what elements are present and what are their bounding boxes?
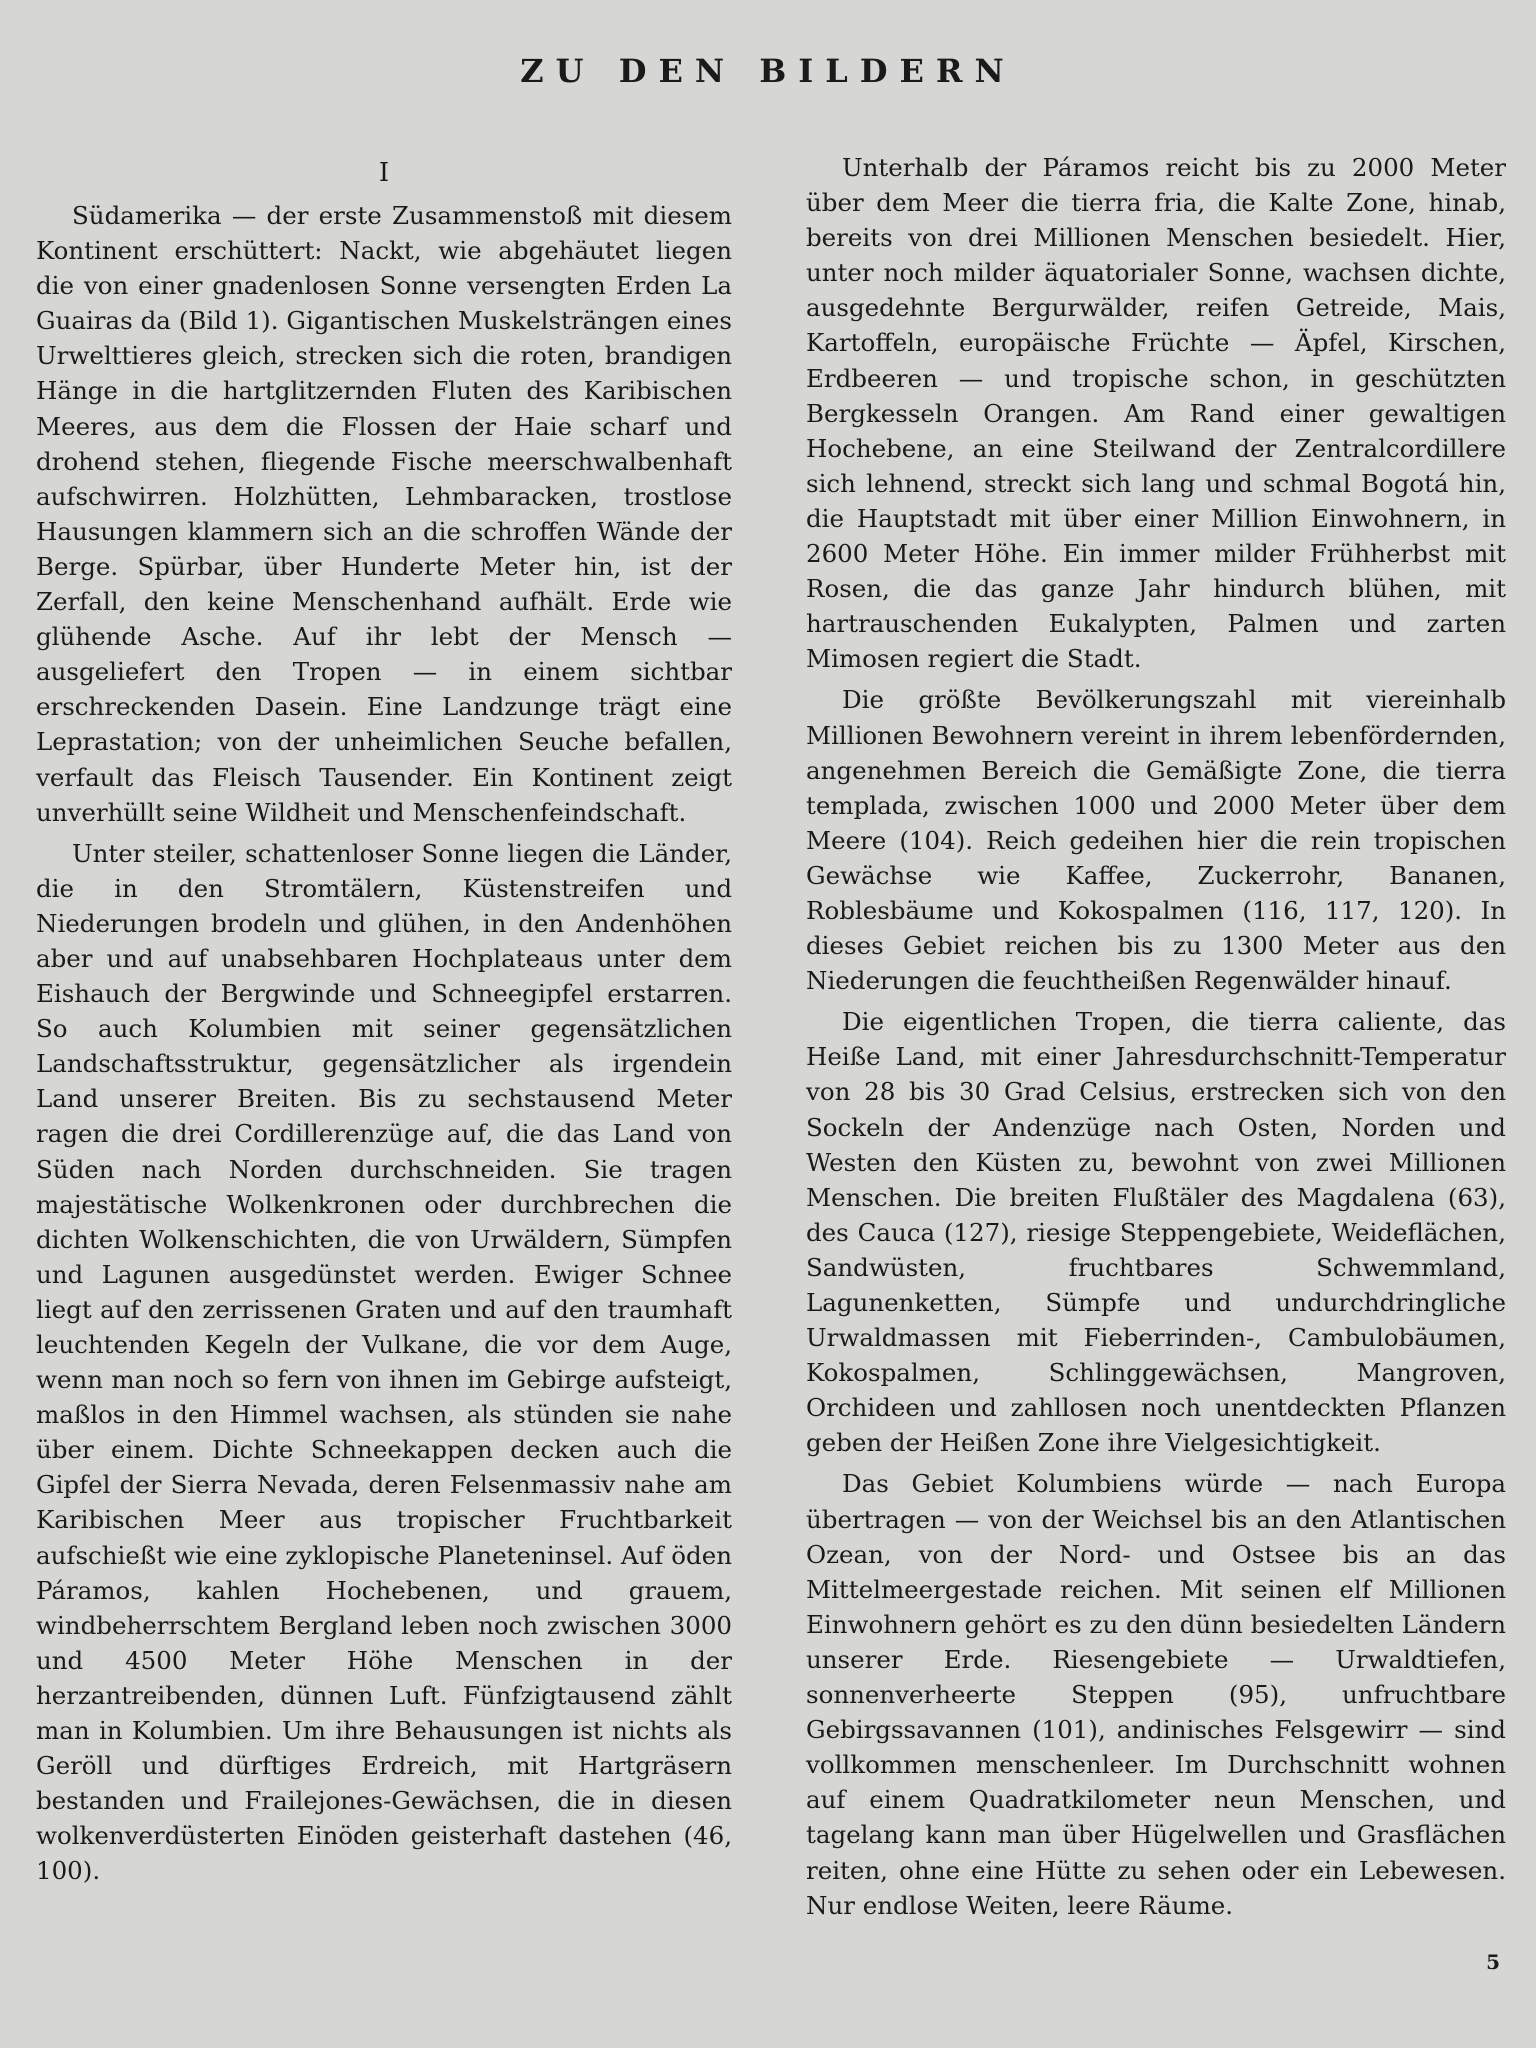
paragraph: Südamerika — der erste Zusammenstoß mit diesem Kontinent erschüttert: Nackt, wie abgehäutet liegen die von einer gnadenlosen Sonne versengten Erden La Guairas da (Bild 1). Gigantischen Muskelsträngen eines Urwelttieres gleich, strecken sich die roten, brandigen Hänge in die hartglitzernden Fluten des Karibischen Meeres, aus dem die Flossen der Haie scharf und drohend stehen, fliegende Fische meerschwalbenhaft aufschwirren. Holzhütten, Lehmbaracken, trostlose Hausungen klammern sich an die schroffen Wände der Berge. Spürbar, über Hunderte Meter hin, ist der Zerfall, den keine Menschenhand aufhält. Erde wie glühende Asche. Auf ihr lebt der Mensch — ausgeliefert den Tropen — in einem sichtbar erschreckenden Dasein. Eine Landzunge trägt eine Leprastation; von der unheimlichen Seuche befallen, verfault das Fleisch Tausender. Ein Kontinent zeigt unverhüllt seine Wildheit und Menschenfeindschaft. (36, 201, 732, 827)
page-number: 5 (1486, 1950, 1500, 1974)
paragraph: Die eigentlichen Tropen, die tierra caliente, das Heiße Land, mit einer Jahresdurchschnitt-Temperatur von 28 bis 30 Grad Celsius, erstrecken sich von den Sockeln der Andenzüge nach Osten, Norden und Westen den Küsten zu, bewohnt von zwei Millionen Menschen. Die breiten Flußtäler des Magdalena (63), des Cauca (127), riesige Steppengebiete, Weideflächen, Sandwüsten, fruchtbares Schwemmland, Lagunenketten, Sümpfe und undurchdringliche Urwaldmassen mit Fieberrinden-, Cambulobäumen, Kokospalmen, Schlinggewächsen, Mangroven, Orchideen und zahllosen noch unentdeckten Pflanzen geben der Heißen Zone ihre Vielgesichtigkeit. (806, 1007, 1506, 1458)
page-title: ZU DEN BILDERN (520, 52, 1016, 90)
paragraph: Die größte Bevölkerungszahl mit viereinhalb Millionen Bewohnern vereint in ihrem lebenfördernden, angenehmen Bereich die Gemäßigte Zone, die tierra templada, zwischen 1000 und 2000 Meter über dem Meere (104). Reich gedeihen hier die rein tropischen Gewächse wie Kaffee, Zuckerrohr, Bananen, Roblesbäume und Kokospalmen (116, 117, 120). In dieses Gebiet reichen bis zu 1300 Meter aus den Niederungen die feuchtheißen Regenwälder hinauf. (806, 685, 1506, 996)
paragraph: Das Gebiet Kolumbiens würde — nach Europa übertragen — von der Weichsel bis an den Atlantischen Ozean, von der Nord- und Ostsee bis an das Mittelmeergestade reichen. Mit seinen elf Millionen Einwohnern gehört es zu den dünn besiedelten Ländern unserer Erde. Riesengebiete — Urwaldtiefen, sonnenverheerte Steppen (95), unfruchtbare Gebirgssavannen (101), andinisches Felsgewirr — sind vollkommen menschenleer. Im Durchschnitt wohnen auf einem Quadratkilometer neun Menschen, und tagelang kann man über Hügelwellen und Grasflächen reiten, ohne eine Hütte zu sehen oder ein Lebewesen. Nur endlose Weiten, leere Räume. (806, 1469, 1506, 1920)
paragraph: Unter steiler, schattenloser Sonne liegen die Länder, die in den Stromtälern, Küstenstreifen und Niederungen brodeln und glühen, in den Andenhöhen aber und auf unabsehbaren Hochplateaus unter dem Eishauch der Bergwinde und Schneegipfel erstarren. So auch Kolumbien mit seiner gegensätzlichen Landschaftsstruktur, gegensätzlicher als irgendein Land unserer Breiten. Bis zu sechstausend Meter ragen die drei Cordillerenzüge auf, die das Land von Süden nach Norden durchschneiden. Sie tragen majestätische Wolkenkronen oder durchbrechen die dichten Wolkenschichten, die von Urwäldern, Sümpfen und Lagunen ausgedünstet werden. Ewiger Schnee liegt auf den zerrissenen Graten und auf den traumhaft leuchtenden Kegeln der Vulkane, die vor dem Auge, wenn man noch so fern von ihnen im Gebirge aufsteigt, maßlos in den Himmel wachsen, als stünden sie nahe über einem. Dichte Schneekappen decken auch die Gipfel der Sierra Nevada, deren Felsenmassiv nahe am Karibischen Meer aus tropischer Fruchtbarkeit aufschießt wie eine zyklopische Planeteninsel. Auf öden Páramos, kahlen Hochebenen, und grauem, windbeherrschtem Bergland leben noch zwischen 3000 und 4500 Meter Höhe Menschen in der herzantreibenden, dünnen Luft. Fünfzigtausend zählt man in Kolumbien. Um ihre Behausungen ist nichts als Geröll und dürftiges Erdreich, mit Hartgräsern bestanden und Frailejones-Gewächsen, die in diesen wolkenverdüsterten Einöden geisterhaft dastehen (46, 100). (36, 838, 732, 1886)
right-column (806, 150, 1506, 1929)
section-number: I (378, 158, 390, 188)
left-column (36, 150, 732, 1895)
paragraph: Unterhalb der Páramos reicht bis zu 2000 Meter über dem Meer die tierra fria, die Kalte Zone, hinab, bereits von drei Millionen Menschen besiedelt. Hier, unter noch milder äquatorialer Sonne, wachsen dichte, ausgedehnte Bergurwälder, reifen Getreide, Mais, Kartoffeln, europäische Früchte — Äpfel, Kirschen, Erdbeeren — und tropische schon, in geschützten Bergkesseln Orangen. Am Rand einer gewaltigen Hochebene, an eine Steilwand der Zentralcordillere sich lehnend, streckt sich lang und schmal Bogotá hin, die Hauptstadt mit über einer Million Einwohnern, in 2600 Meter Höhe. Ein immer milder Frühherbst mit Rosen, die das ganze Jahr hindurch blühen, mit hartrauschenden Eukalypten, Palmen und zarten Mimosen regiert die Stadt. (806, 153, 1506, 674)
